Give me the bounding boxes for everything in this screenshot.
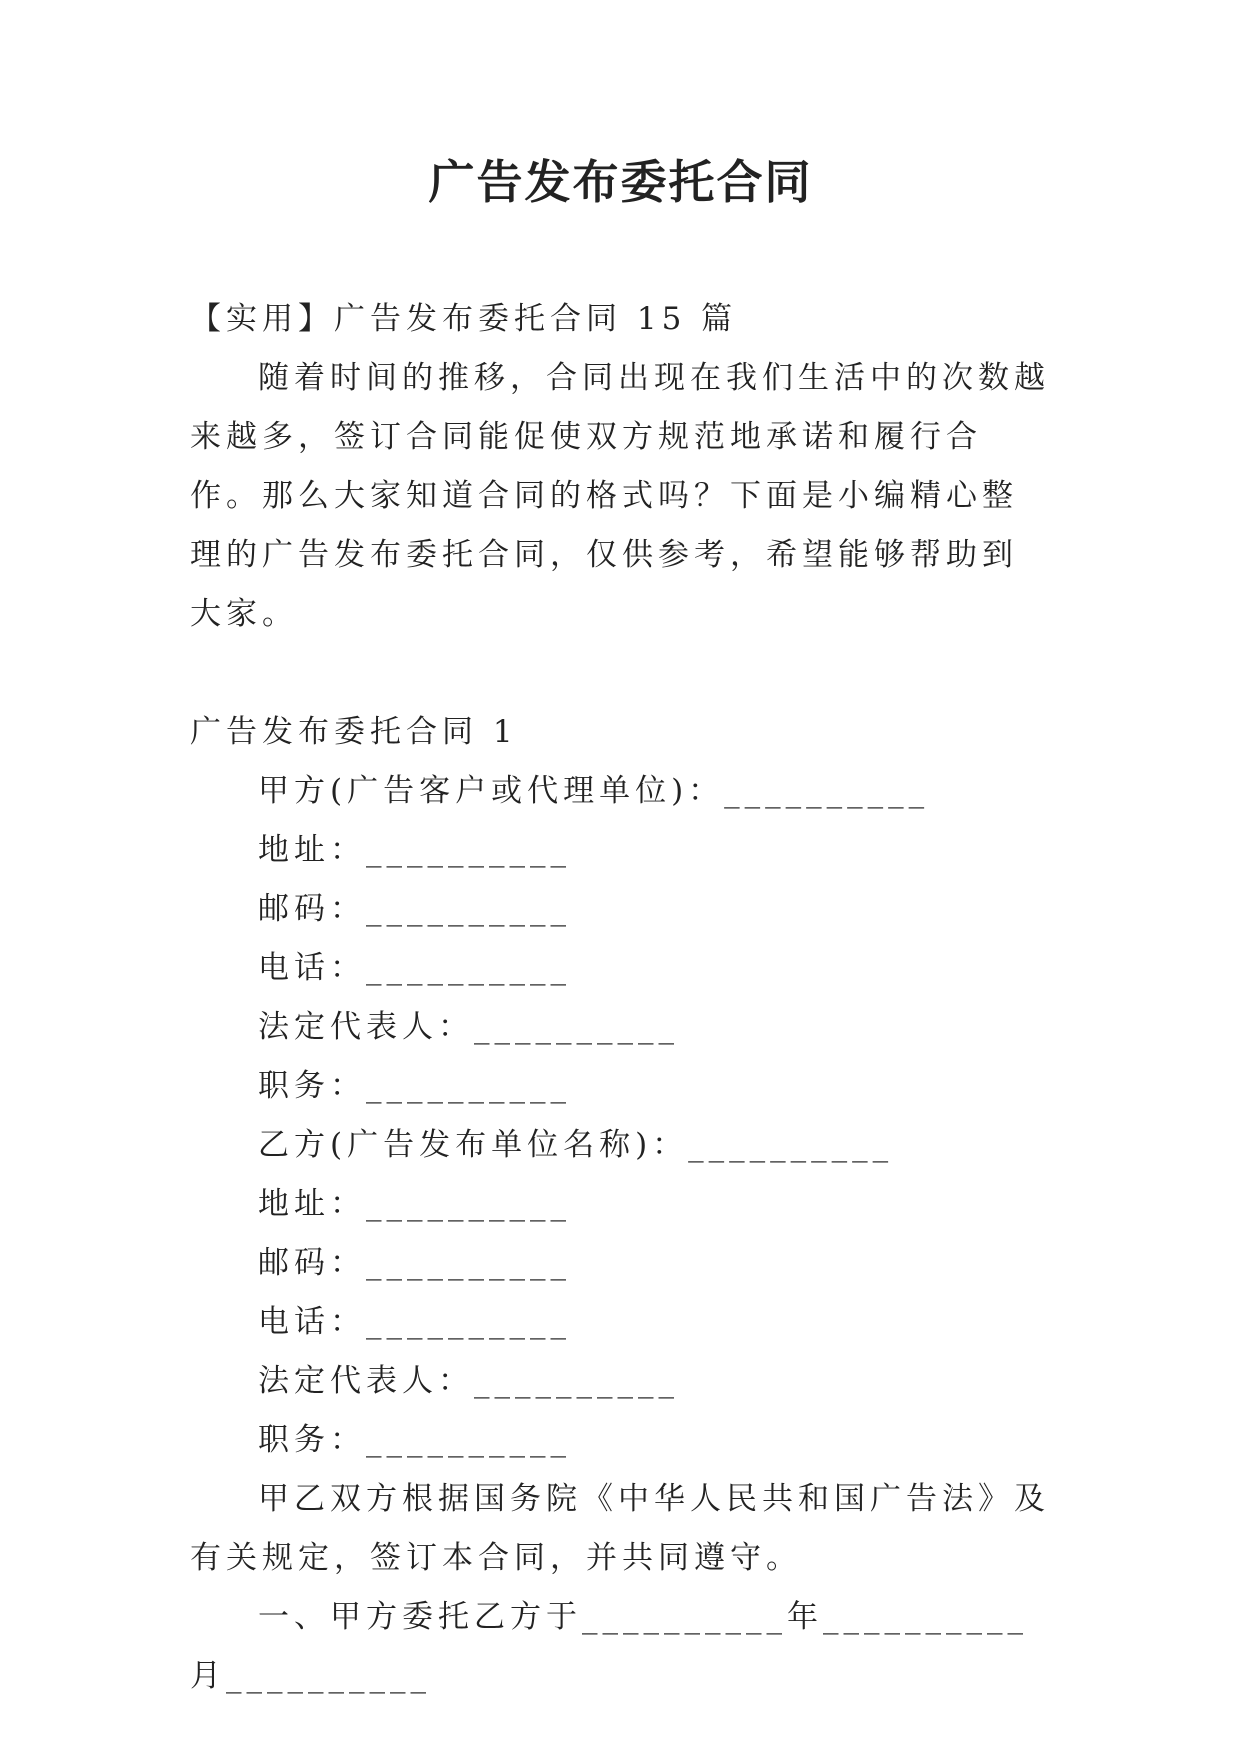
party-b-address: 地址：__________ [258,1186,571,1222]
party-a-name: 甲方(广告客户或代理单位)：__________ [258,773,930,809]
party-a-postcode: 邮码：__________ [258,891,571,927]
party-a-address: 地址：__________ [258,832,571,868]
clause-1: 一、甲方委托乙方于__________年__________月__________ [190,1599,1028,1694]
party-a-legal-rep: 法定代表人：__________ [258,1009,679,1045]
agreement-paragraph: 甲乙双方根据国务院《中华人民共和国广告法》及有关规定，签订本合同，并共同遵守。 [190,1481,1050,1576]
party-b-name: 乙方(广告发布单位名称)：__________ [258,1127,894,1163]
intro-paragraph: 随着时间的推移，合同出现在我们生活中的次数越来越多，签订合同能促使双方规范地承诺和履行合作。那么大家知道合同的格式吗？下面是小编精心整理的广告发布委托合同，仅供参考，希望能够帮助到大家。 [190,360,1050,632]
party-a-phone: 电话：__________ [258,950,571,986]
party-a-position: 职务：__________ [258,1068,571,1104]
party-b-postcode: 邮码：__________ [258,1245,571,1281]
party-b-position: 职务：__________ [258,1422,571,1458]
document-heading: 【实用】广告发布委托合同 15 篇 [190,301,738,337]
party-b-legal-rep: 法定代表人：__________ [258,1363,679,1399]
document-body [190,290,1052,1706]
section-title: 广告发布委托合同 1 [190,714,518,750]
party-b-phone: 电话：__________ [258,1304,571,1340]
document-title: 广告发布委托合同 [428,155,813,209]
